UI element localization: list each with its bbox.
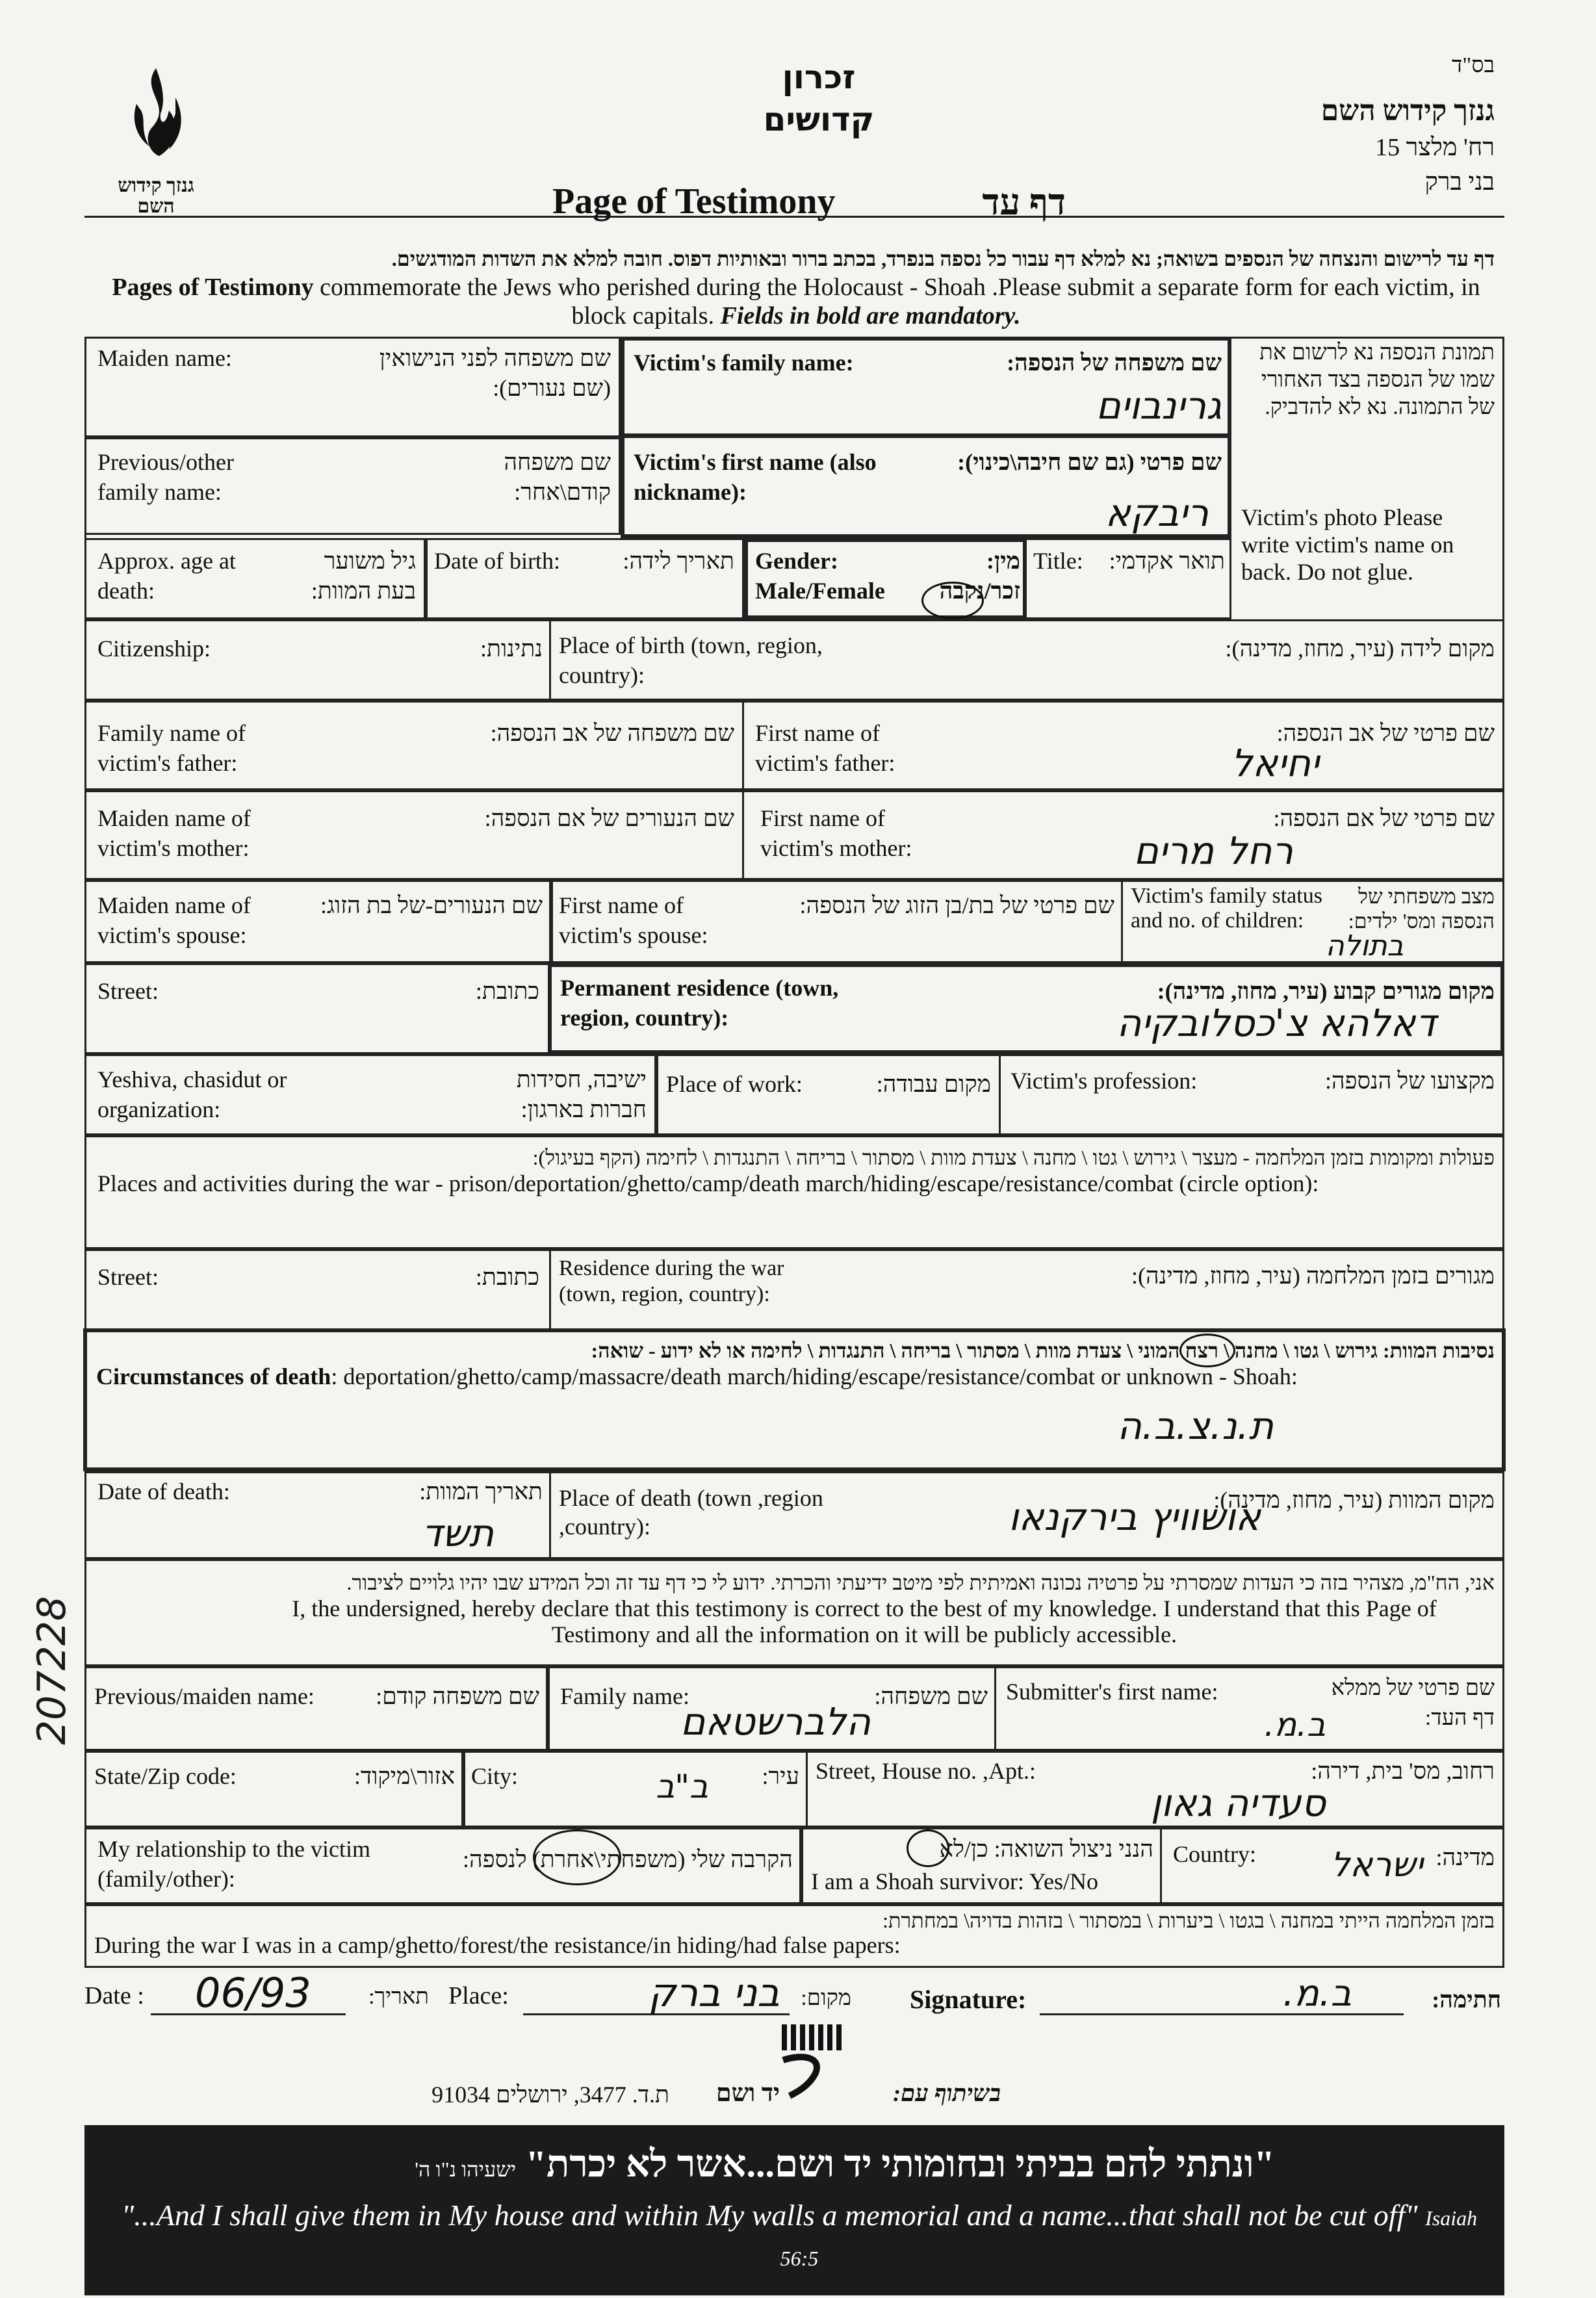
- circumstances-label-bold: Circumstances of death: [96, 1363, 331, 1389]
- street-war-label-he: כתובת:: [475, 1264, 539, 1290]
- circumstances-label-he: נסיבות המוות: גירוש \ גטו \ מחנה \ רצח המוני \ צעדת מוות \ מסתור \ בריחה \ התנגדות \ לחימה או לא ידוע - שואה:: [591, 1339, 1495, 1362]
- signature-label: Signature:: [910, 1985, 1027, 2014]
- date-of-birth-label-he: תאריך לידה:: [623, 548, 734, 574]
- menorah-icon: [777, 2021, 848, 2099]
- father-first-name-value[interactable]: יחיאל: [1231, 741, 1319, 785]
- yeshiva-label: Yeshiva, chasidut or organization:: [97, 1066, 287, 1122]
- title-english: Page of Testimony: [552, 181, 836, 222]
- place-label-he: מקום:: [801, 1986, 851, 2010]
- title-label-he: תואר אקדמי:: [1109, 548, 1225, 574]
- family-status-label-he: מצב משפחתי של הנספה ומס' ילדים:: [1348, 884, 1495, 933]
- logo: [114, 65, 198, 217]
- previous-family-name-label: Previous/other family name:: [97, 449, 234, 505]
- partner-address: ת.ד. 3477, ירושלים 91034: [431, 2082, 669, 2108]
- family-status-value[interactable]: בתולה: [1325, 929, 1404, 962]
- submitter-family-name-label: Family name:: [560, 1683, 689, 1709]
- gender-female-circle: [921, 582, 984, 619]
- submitter-family-name-label-he: שם משפחה:: [874, 1683, 988, 1709]
- place-of-birth-label-he: מקום לידה (עיר, מחוז, מדינה):: [1225, 636, 1495, 662]
- signature-value[interactable]: ב.מ.: [1282, 1972, 1352, 2015]
- place-label: Place:: [448, 1982, 509, 2009]
- place-of-death-value[interactable]: אושוויץ בירקנאו: [1008, 1495, 1261, 1539]
- footer-verse-english-text: "...And I shall give them in My house and within My walls a memorial and a name...that shall not be cut off": [121, 2199, 1418, 2232]
- residence-during-war-label-he: מגורים בזמן המלחמה (עיר, מחוז, מדינה):: [1131, 1263, 1495, 1289]
- margin-stamp-number: 207228: [29, 1595, 75, 1745]
- footer-verse-hebrew-text: "ונתתי להם בביתי ובחומותי יד ושם...אשר לא יכרת": [525, 2143, 1275, 2185]
- citizenship-label: Citizenship:: [97, 636, 211, 662]
- place-of-work-label: Place of work:: [666, 1071, 803, 1097]
- declaration-hebrew: אני, הח"מ, מצהיר בזה כי העדות שמסרתי על פרטיה נכונה ואמיתית לפי מיטב ידיעתי והכרתי. ידוע לי כי דף עד זה וכל המידע שבו יהיו גלויים לציבור.: [346, 1571, 1495, 1594]
- street-address-label-he: רחוב, מס' בית, דירה:: [1311, 1758, 1495, 1784]
- victim-family-name-value[interactable]: גרינבוים: [1096, 383, 1222, 428]
- mother-first-name-label: First name of victim's mother:: [760, 805, 912, 861]
- submitter-first-name-label-he: שם פרטי של ממלא דף העד:: [1331, 1676, 1495, 1730]
- intro-english-text: commemorate the Jews who perished during the Holocaust - Shoah .Please submit a separate form for each victim, in block capitals.: [313, 274, 1480, 329]
- spouse-maiden-name-label-he: שם הנעורים-של בת הזוג:: [320, 892, 543, 918]
- zikaron-text: זכרון: [782, 58, 856, 96]
- profession-label-he: מקצועו של הנספה:: [1324, 1068, 1495, 1094]
- family-status-label: Victim's family status and no. of children:: [1131, 884, 1322, 933]
- street-war-label: Street:: [97, 1264, 159, 1290]
- age-at-death-label-he: גיל משוער בעת המוות:: [311, 548, 416, 604]
- circumstances-label-text: : deportation/ghetto/camp/massacre/death march/hiding/escape/resistance/combat or unknown - Shoah:: [331, 1363, 1298, 1389]
- partner-name: יד ושם: [715, 2080, 780, 2107]
- permanent-residence-label-he: מקום מגורים קבוע (עיר, מחוז, מדינה):: [1157, 978, 1495, 1004]
- signature-label-he: חתימה:: [1432, 1987, 1501, 2013]
- gender-label: Gender: Male/Female: [755, 548, 885, 604]
- org-street: רח' מלצר 15: [1375, 134, 1495, 161]
- photo-label-he: תמונת הנספה נא לרשום את שמו של הנספה בצד האחורי של התמונה. נא לא להדביק.: [1259, 341, 1495, 419]
- victim-family-name-label: Victim's family name:: [634, 350, 854, 376]
- father-first-name-label-he: שם פרטי של אב הנספה:: [1276, 720, 1495, 746]
- footer-verse-hebrew-source: ישעיהו נ"ו ה': [415, 2158, 517, 2181]
- place-of-birth-label: Place of birth (town, region, country):: [559, 632, 823, 688]
- zip-code-label: State/Zip code:: [94, 1763, 237, 1789]
- age-at-death-label: Approx. age at death:: [97, 548, 236, 604]
- street-label: Street:: [97, 978, 159, 1004]
- footer-verse-english: [104, 2197, 1495, 2277]
- mother-first-name-label-he: שם פרטי של אם הנספה:: [1273, 805, 1495, 831]
- mother-maiden-name-label: Maiden name of victim's mother:: [97, 805, 251, 861]
- street-address-value[interactable]: סעדיה גאון: [1150, 1781, 1326, 1825]
- city-value[interactable]: ב"ב: [656, 1768, 708, 1805]
- street-label-he: כתובת:: [475, 978, 539, 1004]
- country-label: Country:: [1173, 1841, 1257, 1867]
- places-during-war-label: Places and activities during the war - prison/deportation/ghetto/camp/death march/hiding/escape/resistance/combat (circle option):: [97, 1170, 1319, 1196]
- org-city: בני ברק: [1424, 168, 1495, 196]
- survivor-label: I am a Shoah survivor: Yes/No: [811, 1868, 1098, 1894]
- profession-label: Victim's profession:: [1010, 1068, 1198, 1094]
- permanent-residence-label: Permanent residence (town, region, country):: [560, 975, 839, 1031]
- footer-verse-english-source: Isaiah 56:5: [780, 2206, 1478, 2270]
- country-label-he: מדינה:: [1435, 1844, 1495, 1870]
- father-family-name-label-he: שם משפחה של אב הנספה:: [490, 720, 734, 746]
- intro-english: [97, 273, 1495, 330]
- footer-verse-hebrew: [260, 2141, 1430, 2192]
- partner-with-label: בשיתוף עם:: [893, 2080, 1001, 2106]
- relationship-label-he: הקרבה שלי (משפחתי\אחרת) לנספה:: [463, 1846, 793, 1872]
- camp-option-circle: [1179, 1334, 1235, 1367]
- maiden-name-label: Maiden name:: [97, 345, 232, 371]
- place-value[interactable]: בני ברק: [648, 1970, 780, 2016]
- title-hebrew: דף עד: [982, 183, 1066, 223]
- mother-first-name-value[interactable]: רחל מרים: [1133, 829, 1293, 873]
- street-address-label: Street, House no. ,Apt.:: [816, 1758, 1036, 1784]
- mother-maiden-name-label-he: שם הנעורים של אם הנספה:: [484, 805, 734, 831]
- date-of-death-label-he: תאריך המוות:: [419, 1478, 543, 1504]
- victim-first-name-value[interactable]: ריבקא: [1105, 491, 1209, 535]
- flame-logo-icon: [114, 65, 198, 175]
- title-label: Title:: [1033, 548, 1083, 574]
- spouse-first-name-label-he: שם פרטי של בת/בן הזוג של הנספה:: [799, 892, 1114, 918]
- places-during-war-label-he: פעולות ומקומות בזמן המלחמה - מעצר \ גירוש \ גטו \ מחנה \ צעדת מוות \ מסתור \ בריחה \ התנגדות \ לחימה (הקף בעיגול):: [532, 1146, 1495, 1169]
- place-of-death-label-he: מקום המוות (עיר, מחוז, מדינה):: [1213, 1487, 1495, 1513]
- relationship-other-circle: [533, 1829, 621, 1885]
- maiden-name-label-he: שם משפחה לפני הנישואין (שם נעורים):: [379, 345, 611, 401]
- survivor-label-he: הנני ניצול השואה: כן/לא: [939, 1836, 1153, 1862]
- date-of-death-value[interactable]: תשד: [422, 1511, 494, 1555]
- father-family-name-label: Family name of victim's father:: [97, 720, 246, 776]
- during-war-label-he: בזמן המלחמה הייתי במחנה \ בגטו \ ביערות \ במסתור \ בזהות בדויה\ במחתרת:: [882, 1909, 1495, 1932]
- bsd-text: בס"ד: [1452, 53, 1495, 77]
- father-first-name-label: First name of victim's father:: [755, 720, 895, 776]
- victim-family-name-label-he: שם משפחה של הנספה:: [1007, 350, 1222, 376]
- victim-first-name-label-he: שם פרטי (גם שם חיבה\כינוי):: [957, 449, 1222, 475]
- submitter-first-name-value[interactable]: ב.מ.: [1264, 1706, 1326, 1744]
- spouse-first-name-label: First name of victim's spouse:: [559, 892, 708, 948]
- submitter-family-name-value[interactable]: הלברשטאם: [680, 1699, 871, 1744]
- photo-label-en: Victim's photo Please write victim's name on back. Do not glue.: [1241, 504, 1454, 585]
- date-of-birth-label: Date of birth:: [434, 548, 560, 574]
- date-label: Date :: [84, 1982, 144, 2009]
- previous-family-name-label-he: שם משפחה קודם\אחר:: [504, 449, 611, 505]
- spouse-maiden-name-label: Maiden name of victim's spouse:: [97, 892, 251, 948]
- date-label-he: תאריך:: [368, 1985, 429, 2009]
- circumstances-value[interactable]: ת.נ.צ.ב.ה: [1117, 1404, 1274, 1448]
- residence-during-war-label: Residence during the war (town, region, country):: [559, 1256, 784, 1306]
- country-value[interactable]: ישראל: [1330, 1846, 1423, 1885]
- victim-first-name-label: Victim's first name (also nickname):: [634, 449, 877, 505]
- survivor-no-circle: [907, 1829, 949, 1867]
- during-war-label: During the war I was in a camp/ghetto/forest/the resistance/in hiding/had false papers:: [94, 1932, 901, 1958]
- date-value[interactable]: 06/93: [195, 1969, 311, 2017]
- logo-caption: גנזך קידוש השם: [118, 175, 194, 217]
- org-name: גנזך קידוש השם: [1320, 95, 1495, 127]
- yad-vashem-logo: [777, 2021, 848, 2099]
- submitter-previous-name-label: Previous/maiden name:: [94, 1683, 315, 1709]
- place-of-work-label-he: מקום עבודה:: [876, 1071, 991, 1097]
- zip-code-label-he: אזור\מיקוד:: [354, 1763, 455, 1789]
- intro-english-italic: Fields in bold are mandatory.: [720, 302, 1021, 329]
- intro-hebrew: דף עד לרישום והנצחה של הנספים בשואה; נא למלא דף עבור כל נספה בנפרד, בכתב ברור ובאותיות דפוס. חובה למלא את השדות המודגשים.: [391, 247, 1495, 270]
- circumstances-label: [96, 1362, 1500, 1391]
- city-label: City:: [471, 1763, 519, 1789]
- city-label-he: עיר:: [762, 1763, 799, 1789]
- citizenship-label-he: נתינות:: [480, 636, 543, 662]
- date-of-death-label: Date of death:: [97, 1478, 230, 1504]
- relationship-label: My relationship to the victim (family/other):: [97, 1836, 370, 1892]
- submitter-first-name-label: Submitter's first name:: [1006, 1679, 1218, 1705]
- kedoshim-text: קדושים: [763, 101, 875, 138]
- declaration-english: I, the undersigned, hereby declare that this testimony is correct to the best of my knowledge. I understand that this Page of Testimony and all the information on it will be publicly accessible.: [292, 1595, 1437, 1647]
- gender-label-he: מין: זכר/נקבה: [939, 548, 1020, 604]
- intro-english-bold: Pages of Testimony: [112, 274, 314, 301]
- yeshiva-label-he: ישיבה, חסידות חברות בארגון:: [516, 1066, 647, 1122]
- place-of-death-label: Place of death (town ,region ,country):: [559, 1485, 823, 1540]
- permanent-residence-value[interactable]: דאלהא צ'כסלובקיה: [1116, 1001, 1436, 1045]
- submitter-previous-name-label-he: שם משפחה קודם:: [376, 1683, 539, 1709]
